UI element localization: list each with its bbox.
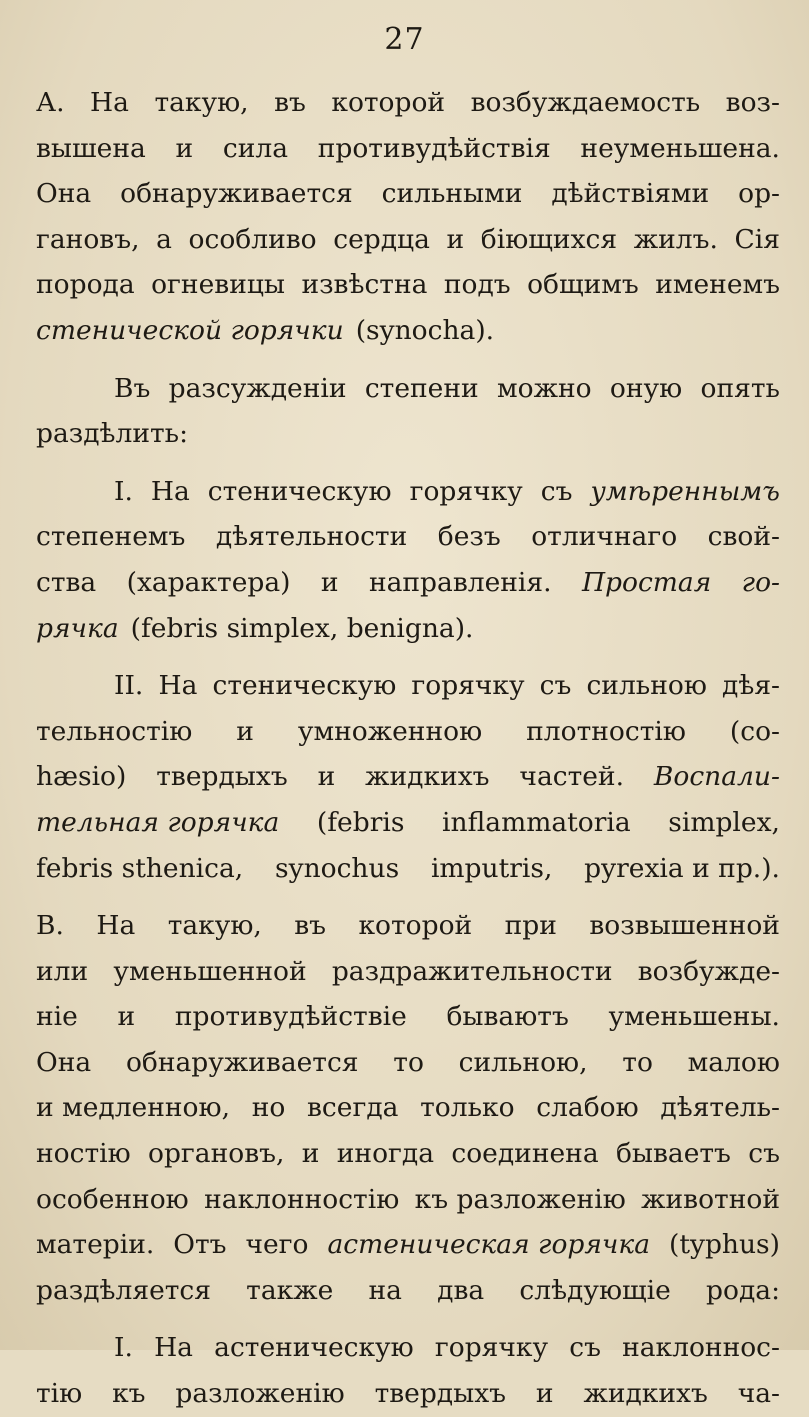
word: иногда: [336, 1138, 435, 1170]
word: въ: [274, 87, 306, 118]
word: воз-: [725, 87, 780, 118]
word: или: [36, 955, 89, 987]
word: къ: [112, 1378, 146, 1410]
word: такую,: [167, 910, 262, 942]
text-line: [36, 903, 780, 949]
word: астеническую: [214, 1332, 414, 1364]
word: особенною: [36, 1183, 189, 1215]
word: отличнаго: [531, 521, 678, 553]
word: febris sthenica,: [36, 852, 244, 884]
word: направленія.: [368, 566, 552, 598]
text-line: [36, 308, 780, 354]
word: дѣятельности: [215, 521, 408, 553]
word: ностію: [36, 1138, 131, 1170]
word: imputris,: [430, 852, 553, 884]
word: (synocha).: [355, 314, 495, 346]
word: и: [446, 223, 465, 255]
word: (co-: [729, 715, 780, 747]
word: На: [154, 1332, 193, 1364]
word: вышена: [36, 132, 146, 164]
word: неуменьшена.: [580, 132, 780, 164]
body-text: [36, 80, 780, 1417]
word: твердыхъ: [156, 761, 288, 793]
text-line: [36, 514, 780, 560]
text-line: [36, 126, 780, 172]
word: тельная горячка: [36, 806, 280, 838]
word: то: [622, 1046, 653, 1078]
word: Она: [36, 178, 92, 210]
word: I.: [114, 1332, 133, 1364]
word: жидкихъ: [583, 1378, 708, 1410]
word: животной: [641, 1183, 780, 1215]
text-line: [36, 709, 780, 755]
word: бываютъ: [446, 1001, 569, 1033]
word: А.: [36, 87, 65, 118]
word: раздѣлить:: [36, 418, 189, 450]
word: подъ: [443, 269, 511, 301]
word: рячка: [36, 612, 119, 644]
word: то: [393, 1046, 424, 1078]
word: біющихся: [480, 223, 618, 255]
word: слабою: [536, 1092, 639, 1124]
word: степенемъ: [36, 521, 186, 553]
word: Она: [36, 1046, 92, 1078]
word: на: [368, 1274, 402, 1306]
word: и: [320, 566, 339, 598]
text-line: [36, 411, 780, 457]
word: при: [504, 910, 557, 942]
word: возвышенной: [589, 910, 780, 942]
text-line: [36, 171, 780, 217]
word: тію: [36, 1378, 83, 1410]
word: На: [90, 87, 129, 118]
word: но: [251, 1092, 286, 1124]
text-line: [36, 606, 780, 652]
word: съ: [569, 1332, 601, 1364]
word: тельностію: [36, 715, 193, 747]
word: дѣйствіями: [551, 178, 710, 210]
word: рода:: [706, 1274, 780, 1306]
word: малою: [687, 1046, 780, 1078]
page-number: 27: [384, 22, 425, 57]
word: II.: [114, 670, 144, 702]
text-line: [36, 1268, 780, 1314]
word: (febris: [316, 806, 405, 838]
word: simplex,: [668, 806, 780, 838]
word: твердыхъ: [374, 1378, 507, 1410]
word: жидкихъ: [365, 761, 490, 793]
word: На: [96, 910, 136, 942]
word: наклоннос-: [622, 1332, 780, 1364]
word: Сія: [734, 223, 780, 255]
word: и медленною,: [36, 1092, 230, 1124]
word: сильными: [381, 178, 523, 210]
word: и: [117, 1001, 136, 1033]
word: го-: [741, 566, 780, 598]
word: именемъ: [655, 269, 780, 301]
text-line: [36, 262, 780, 308]
word: органовъ,: [148, 1138, 285, 1170]
word: pyrexia и пр.).: [584, 852, 780, 884]
word: и: [301, 1138, 320, 1170]
text-line: [36, 663, 780, 709]
word: горячку: [409, 475, 523, 507]
word: ор-: [738, 178, 780, 210]
word: два: [437, 1274, 485, 1306]
word: стенической горячки: [36, 314, 344, 346]
word: сердца: [333, 223, 430, 255]
word: а: [156, 223, 172, 255]
word: оную: [609, 372, 683, 404]
word: разложенію: [175, 1378, 345, 1410]
word: раздѣляется: [36, 1274, 211, 1306]
word: къ разложенію: [414, 1183, 626, 1215]
word: астеническая горячка: [327, 1229, 651, 1261]
word: уменьшенной: [113, 955, 307, 987]
text-line: [36, 1325, 780, 1371]
word: (характера): [126, 566, 291, 598]
word: ства: [36, 566, 97, 598]
text-line: [36, 754, 780, 800]
text-line: [36, 80, 780, 126]
word: возбуждаемость: [470, 87, 701, 118]
word: сильною: [586, 670, 707, 702]
word: съ: [539, 670, 572, 702]
text-line: [36, 469, 780, 515]
word: съ: [748, 1138, 780, 1170]
text-line: [36, 949, 780, 995]
word: общимъ: [527, 269, 639, 301]
text-line: [36, 217, 780, 263]
word: можно: [497, 372, 592, 404]
text-line: [36, 560, 780, 606]
word: inflammatoria: [442, 806, 631, 838]
word: плотностію: [526, 715, 686, 747]
word: противудѣйствіе: [174, 1001, 407, 1033]
text-line: [36, 366, 780, 412]
word: и: [317, 761, 336, 793]
word: и: [535, 1378, 554, 1410]
word: которой: [358, 910, 473, 942]
word: раздражительности: [331, 955, 613, 987]
text-line: [36, 994, 780, 1040]
word: степени: [364, 372, 479, 404]
text-line: [36, 1040, 780, 1086]
word: возбужде-: [637, 955, 780, 987]
word: такую,: [154, 87, 249, 118]
word: На: [158, 670, 198, 702]
word: которой: [331, 87, 446, 118]
word: бываетъ: [615, 1138, 731, 1170]
word: synochus: [275, 852, 400, 884]
word: частей.: [519, 761, 625, 793]
word: I.: [114, 475, 133, 507]
word: Отъ: [173, 1229, 227, 1261]
word: стеническую: [207, 475, 392, 507]
word: слѣдующіе: [519, 1274, 671, 1306]
word: обнаруживается: [120, 178, 353, 210]
word: разсужденіи: [168, 372, 347, 404]
word: умѣреннымъ: [590, 475, 780, 507]
word: гановъ,: [36, 223, 140, 255]
word: порода: [36, 269, 135, 301]
word: Въ: [114, 372, 151, 404]
word: и: [175, 132, 194, 164]
word: противудѣйствія: [317, 132, 551, 164]
word: наклонностію: [204, 1183, 400, 1215]
word: всегда: [307, 1092, 399, 1124]
word: ча-: [737, 1378, 780, 1410]
word: Воспали-: [653, 761, 780, 793]
word: жилъ.: [633, 223, 718, 255]
word: ніе: [36, 1001, 78, 1033]
word: (febris simplex, benigna).: [130, 612, 474, 644]
word: соединена: [451, 1138, 599, 1170]
word: и: [236, 715, 254, 747]
word: На: [150, 475, 190, 507]
word: сильною,: [458, 1046, 588, 1078]
word: уменьшены.: [608, 1001, 780, 1033]
text-line: [36, 800, 780, 846]
word: В.: [36, 910, 64, 942]
word: стеническую: [212, 670, 397, 702]
text-line: [36, 1371, 780, 1417]
text-line: [36, 1131, 780, 1177]
text-line: [36, 1085, 780, 1131]
word: дѣятель-: [660, 1092, 780, 1124]
word: съ: [540, 475, 573, 507]
word: матеріи.: [36, 1229, 155, 1261]
word: извѣстна: [301, 269, 428, 301]
word: горячку: [411, 670, 525, 702]
word: горячку: [434, 1332, 549, 1364]
word: особливо: [188, 223, 317, 255]
word: также: [246, 1274, 334, 1306]
word: дѣя-: [722, 670, 780, 702]
word: огневицы: [151, 269, 285, 301]
word: въ: [294, 910, 327, 942]
text-line: [36, 846, 780, 892]
word: умноженною: [297, 715, 483, 747]
word: (typhus): [669, 1229, 780, 1261]
word: опять: [700, 372, 780, 404]
word: hæsio): [36, 761, 127, 793]
word: Простая: [581, 566, 712, 598]
word: только: [420, 1092, 515, 1124]
text-line: [36, 1177, 780, 1223]
word: обнаруживается: [125, 1046, 359, 1078]
word: сила: [222, 132, 289, 164]
word: чего: [245, 1229, 309, 1261]
text-line: [36, 1222, 780, 1268]
word: свой-: [707, 521, 780, 553]
word: безъ: [437, 521, 501, 553]
